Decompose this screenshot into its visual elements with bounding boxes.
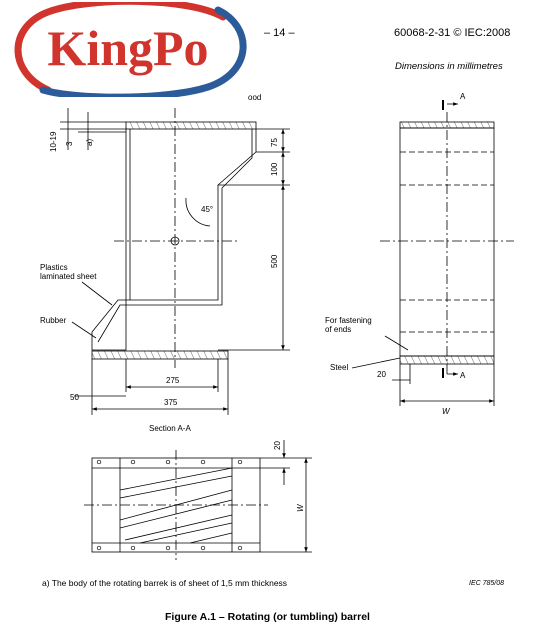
logo-text: KingPo <box>47 20 209 76</box>
fastening-label-line2: of ends <box>325 325 352 334</box>
units-note: Dimensions in millimetres <box>395 61 503 72</box>
dim-375: 375 <box>164 398 178 407</box>
dim-500: 500 <box>270 254 279 268</box>
note-ref-a: a) <box>85 138 94 146</box>
figure-caption: Figure A.1 – Rotating (or tumbling) barrel <box>165 611 370 623</box>
standard-reference: 60068-2-31 © IEC:2008 <box>394 27 511 39</box>
dim-75: 75 <box>270 138 279 147</box>
dim-20-side: 20 <box>377 370 386 379</box>
dim-50: 50 <box>70 393 79 402</box>
dim-3: 3 <box>65 141 74 146</box>
plastics-label-line2: laminated sheet <box>40 272 97 281</box>
dim-275: 275 <box>166 376 180 385</box>
steel-label: Steel <box>330 363 349 372</box>
bottom-wood-plate <box>92 351 228 359</box>
wood-label: ood <box>248 93 262 102</box>
fastening-label-line1: For fastening <box>325 316 372 325</box>
dim-20-bottom: 20 <box>273 441 282 450</box>
barrel-profile-outline <box>92 129 256 350</box>
top-wood-plate <box>126 122 256 129</box>
page-number: – 14 – <box>264 27 295 39</box>
section-marker-top: A <box>460 92 466 101</box>
footnote: a) The body of the rotating barrek is of sheet of 1,5 mm thickness <box>42 578 288 588</box>
angle-label: 45° <box>201 205 214 214</box>
plastics-label-line1: Plastics <box>40 263 68 272</box>
width-symbol-bottom: W <box>296 504 305 512</box>
section-marker-bottom: A <box>460 371 466 380</box>
dim-100: 100 <box>270 162 279 176</box>
rubber-label: Rubber <box>40 316 67 325</box>
iec-reference: IEC 785/08 <box>469 580 505 587</box>
section-title: Section A-A <box>149 424 191 433</box>
dim-10-19: 10-19 <box>49 131 58 152</box>
width-symbol-side: W <box>442 407 450 416</box>
